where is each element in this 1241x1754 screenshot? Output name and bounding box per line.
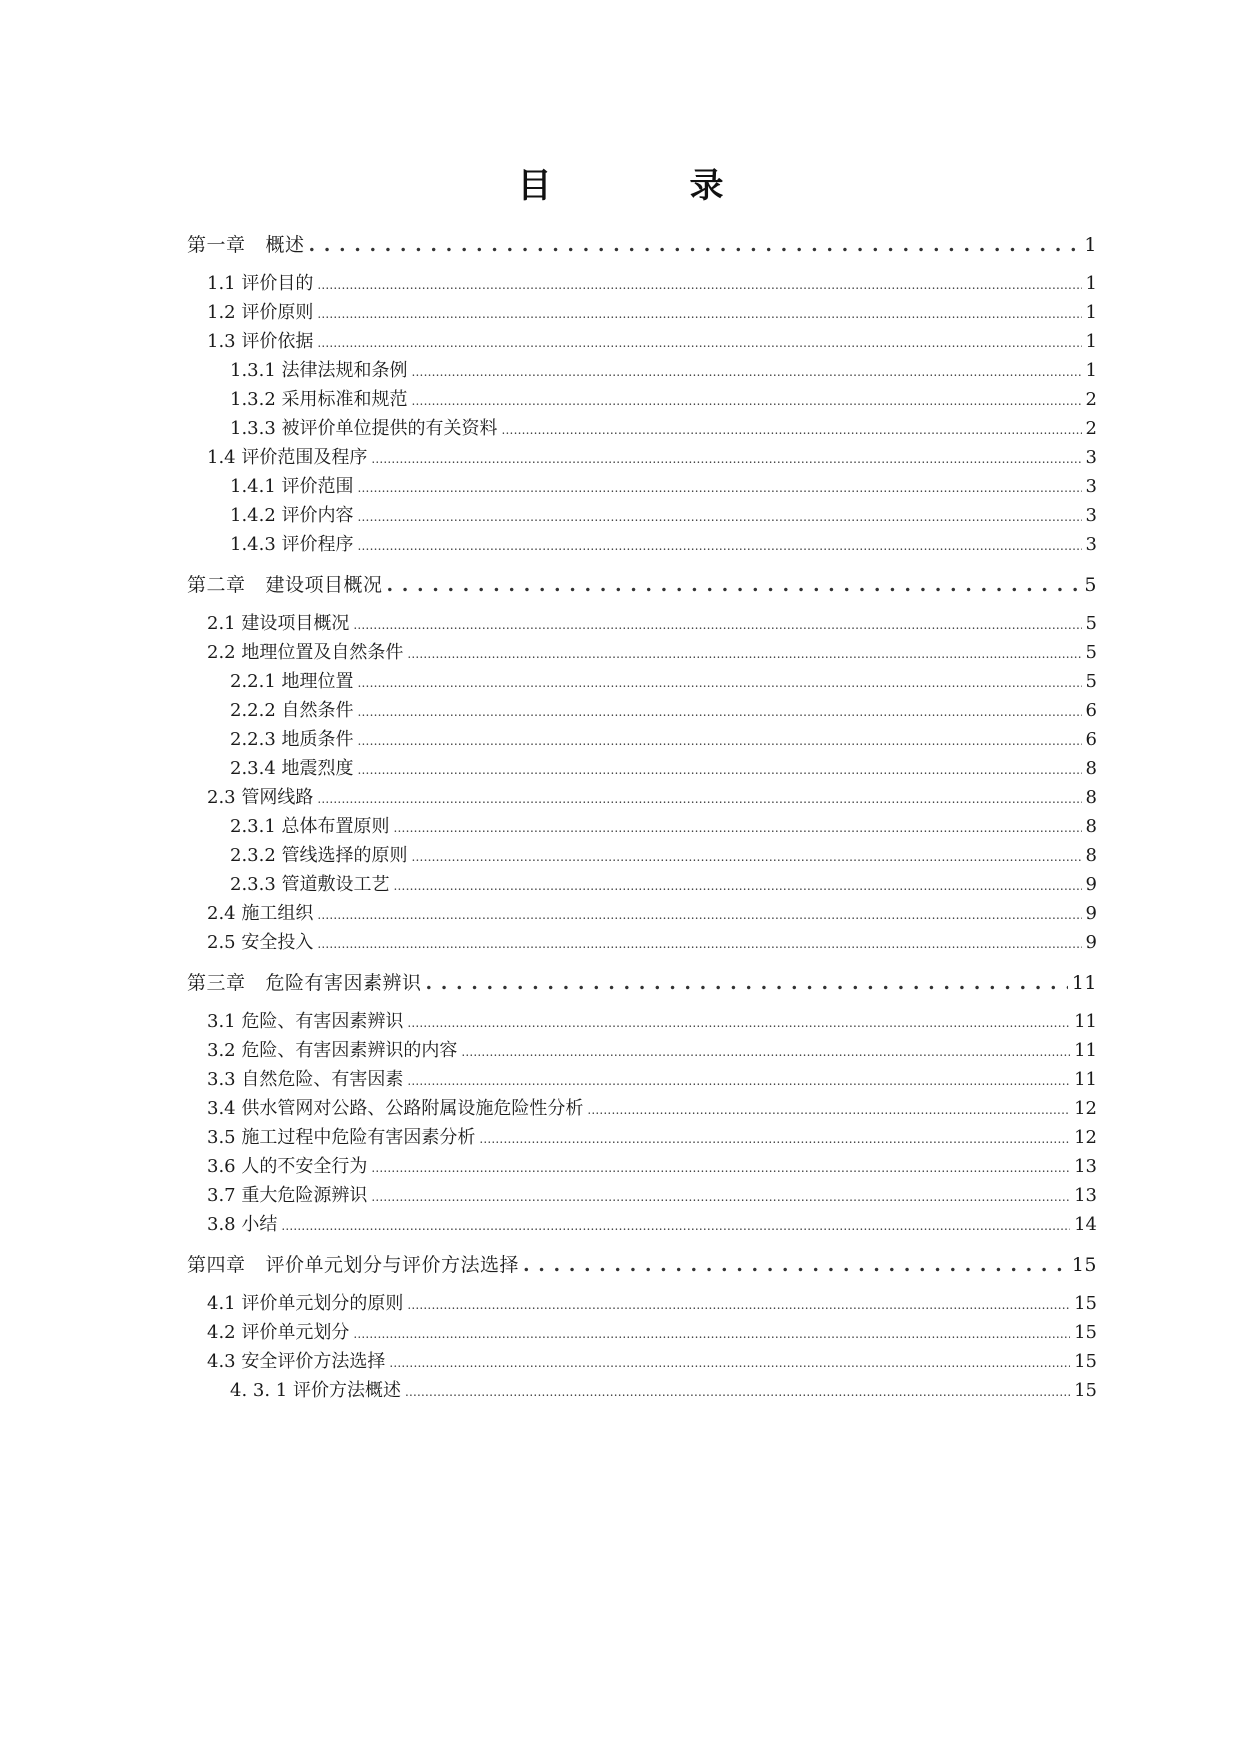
toc-entry-label: 3.4 供水管网对公路、公路附属设施危险性分析 xyxy=(207,1098,584,1119)
toc-page-number: 11 xyxy=(1074,1040,1097,1061)
toc-subsection-entry[interactable] xyxy=(230,842,1097,870)
toc-page-number: 2 xyxy=(1085,389,1097,410)
toc-subsection-entry[interactable] xyxy=(230,668,1097,696)
toc-entry-label: 3.5 施工过程中危险有害因素分析 xyxy=(207,1127,476,1148)
dot-leader xyxy=(358,502,1082,531)
dot-leader xyxy=(479,1124,1070,1153)
toc-page-number: 1 xyxy=(1085,360,1097,381)
toc-chapter-entry[interactable] xyxy=(187,231,1097,259)
toc-section-entry[interactable] xyxy=(207,639,1097,667)
dot-leader xyxy=(412,386,1082,415)
toc-entry-label: 3.3 自然危险、有害因素 xyxy=(207,1069,404,1090)
toc-entry-label: 2.2.1 地理位置 xyxy=(230,671,354,692)
toc-section-entry[interactable] xyxy=(207,610,1097,638)
toc-entry-label: 3.2 危险、有害因素辨识的内容 xyxy=(207,1040,458,1061)
dot-leader xyxy=(387,571,1081,599)
dot-leader xyxy=(394,813,1082,842)
toc-entry-label: 4. 3. 1 评价方法概述 xyxy=(230,1380,401,1401)
toc-section-entry[interactable] xyxy=(207,328,1097,356)
dot-leader xyxy=(407,1008,1070,1037)
toc-entry-label xyxy=(187,231,305,259)
chapter-title: 危险有害因素辨识 xyxy=(265,972,422,994)
toc-subsection-entry[interactable] xyxy=(230,386,1097,414)
toc-section-entry[interactable] xyxy=(207,1124,1097,1152)
toc-entry-label: 2.3.3 管道敷设工艺 xyxy=(230,874,390,895)
chapter-title: 概述 xyxy=(265,234,305,256)
toc-section-entry[interactable] xyxy=(207,929,1097,957)
toc-section-entry[interactable] xyxy=(207,1008,1097,1036)
toc-entry-label: 1.1 评价目的 xyxy=(207,273,314,294)
toc-page-number: 6 xyxy=(1085,700,1097,721)
toc-page-number: 3 xyxy=(1085,447,1097,468)
toc-subsection-entry[interactable] xyxy=(230,813,1097,841)
dot-leader xyxy=(358,726,1082,755)
dot-leader xyxy=(281,1211,1070,1240)
toc-section-entry[interactable] xyxy=(207,1037,1097,1065)
dot-leader xyxy=(309,231,1081,259)
toc-section-entry[interactable] xyxy=(207,1153,1097,1181)
toc-entry-label: 1.4.3 评价程序 xyxy=(230,534,354,555)
toc-subsection-entry[interactable] xyxy=(230,357,1097,385)
dot-leader xyxy=(587,1095,1070,1124)
chapter-number: 第四章 xyxy=(187,1254,246,1276)
toc-page-number: 9 xyxy=(1085,932,1097,953)
toc-entry-label: 1.3 评价依据 xyxy=(207,331,314,352)
dot-leader xyxy=(317,270,1081,299)
dot-leader xyxy=(371,1153,1070,1182)
toc-section-entry[interactable] xyxy=(207,444,1097,472)
page-title: 目 录 xyxy=(517,166,776,206)
toc-section-entry[interactable] xyxy=(207,1095,1097,1123)
dot-leader xyxy=(407,1290,1070,1319)
toc-entry-label: 2.3.4 地震烈度 xyxy=(230,758,354,779)
toc-section-entry[interactable] xyxy=(207,1211,1097,1239)
dot-leader xyxy=(358,668,1082,697)
toc-section-entry[interactable] xyxy=(207,299,1097,327)
toc-section-entry[interactable] xyxy=(207,784,1097,812)
toc-subsection-entry[interactable] xyxy=(230,415,1097,443)
dot-leader xyxy=(317,299,1081,328)
dot-leader xyxy=(371,444,1081,473)
toc-entry-label: 1.3.3 被评价单位提供的有关资料 xyxy=(230,418,498,439)
toc-subsection-entry[interactable] xyxy=(230,871,1097,899)
dot-leader xyxy=(358,531,1082,560)
toc-page-number: 2 xyxy=(1085,418,1097,439)
toc-page-number: 3 xyxy=(1085,505,1097,526)
toc-page-number: 1 xyxy=(1085,302,1097,323)
toc-entry-label: 2.2 地理位置及自然条件 xyxy=(207,642,404,663)
dot-leader xyxy=(394,871,1082,900)
toc-page-number: 15 xyxy=(1074,1293,1097,1314)
toc-section-entry[interactable] xyxy=(207,1290,1097,1318)
toc-page-number: 8 xyxy=(1085,758,1097,779)
toc-page-number: 14 xyxy=(1074,1214,1097,1235)
dot-leader xyxy=(412,842,1082,871)
toc-page-number: 8 xyxy=(1085,816,1097,837)
dot-leader xyxy=(317,929,1081,958)
chapter-number: 第一章 xyxy=(187,234,246,256)
toc-entry-label: 2.5 安全投入 xyxy=(207,932,314,953)
toc-entry-label: 2.3.2 管线选择的原则 xyxy=(230,845,408,866)
toc-entry-label: 3.1 危险、有害因素辨识 xyxy=(207,1011,404,1032)
toc-section-entry[interactable] xyxy=(207,270,1097,298)
toc-entry-label: 2.4 施工组织 xyxy=(207,903,314,924)
toc-page-number: 8 xyxy=(1085,845,1097,866)
toc-subsection-entry[interactable] xyxy=(230,473,1097,501)
dot-leader xyxy=(358,473,1082,502)
toc-entry-label: 1.3.2 采用标准和规范 xyxy=(230,389,408,410)
toc-page-number: 9 xyxy=(1085,874,1097,895)
toc-entry-label xyxy=(187,1251,519,1279)
toc-section-entry[interactable] xyxy=(207,1319,1097,1347)
dot-leader xyxy=(371,1182,1070,1211)
toc-entry-label: 3.8 小结 xyxy=(207,1214,278,1235)
toc-entry-label: 1.2 评价原则 xyxy=(207,302,314,323)
toc-page-number: 5 xyxy=(1084,574,1097,596)
toc-subsection-entry[interactable] xyxy=(230,755,1097,783)
toc-subsection-entry[interactable] xyxy=(230,502,1097,530)
toc-page-number: 9 xyxy=(1085,903,1097,924)
dot-leader xyxy=(426,969,1068,997)
toc-page-number: 6 xyxy=(1085,729,1097,750)
chapter-number: 第三章 xyxy=(187,972,246,994)
toc-entry-label: 2.3 管网线路 xyxy=(207,787,314,808)
toc-entry-label xyxy=(187,571,383,599)
chapter-number: 第二章 xyxy=(187,574,246,596)
dot-leader xyxy=(523,1251,1068,1279)
toc-chapter-entry[interactable] xyxy=(187,571,1097,599)
toc-entry-label: 2.3.1 总体布置原则 xyxy=(230,816,390,837)
chapter-title: 建设项目概况 xyxy=(265,574,383,596)
toc-page-number: 1 xyxy=(1084,234,1097,256)
toc-page-number: 3 xyxy=(1085,476,1097,497)
dot-leader xyxy=(461,1037,1070,1066)
dot-leader xyxy=(358,697,1082,726)
dot-leader xyxy=(412,357,1082,386)
toc-entry-label: 1.3.1 法律法规和条例 xyxy=(230,360,408,381)
dot-leader xyxy=(405,1377,1070,1406)
toc-page-number: 1 xyxy=(1085,273,1097,294)
toc-entry-label: 2.2.2 自然条件 xyxy=(230,700,354,721)
dot-leader xyxy=(358,755,1082,784)
toc-page-number: 15 xyxy=(1074,1322,1097,1343)
toc-page-number: 12 xyxy=(1074,1098,1097,1119)
toc-subsection-entry[interactable] xyxy=(230,1377,1097,1405)
toc-page-number: 5 xyxy=(1085,642,1097,663)
dot-leader xyxy=(407,639,1081,668)
dot-leader xyxy=(353,1319,1070,1348)
toc-page-number: 15 xyxy=(1074,1380,1097,1401)
toc-page-number: 11 xyxy=(1074,1069,1097,1090)
toc-entry-label: 4.3 安全评价方法选择 xyxy=(207,1351,386,1372)
toc-entry-label: 1.4.2 评价内容 xyxy=(230,505,354,526)
dot-leader xyxy=(317,900,1081,929)
toc-entry-label: 4.1 评价单元划分的原则 xyxy=(207,1293,404,1314)
toc-entry-label xyxy=(187,969,422,997)
toc-page-number: 1 xyxy=(1085,331,1097,352)
toc-section-entry[interactable] xyxy=(207,900,1097,928)
dot-leader xyxy=(502,415,1082,444)
dot-leader xyxy=(317,784,1081,813)
dot-leader xyxy=(353,610,1081,639)
toc-chapter-entry[interactable] xyxy=(187,969,1097,997)
toc-entry-label: 2.2.3 地质条件 xyxy=(230,729,354,750)
toc-section-entry[interactable] xyxy=(207,1182,1097,1210)
toc-section-entry[interactable] xyxy=(207,1348,1097,1376)
toc-page-number: 5 xyxy=(1085,613,1097,634)
toc-page-number: 12 xyxy=(1074,1127,1097,1148)
toc-page-number: 13 xyxy=(1074,1156,1097,1177)
toc-entry-label: 1.4.1 评价范围 xyxy=(230,476,354,497)
toc-entry-label: 3.7 重大危险源辨识 xyxy=(207,1185,368,1206)
toc-subsection-entry[interactable] xyxy=(230,726,1097,754)
toc-subsection-entry[interactable] xyxy=(230,697,1097,725)
chapter-title: 评价单元划分与评价方法选择 xyxy=(265,1254,520,1276)
dot-leader xyxy=(407,1066,1070,1095)
toc-page-number: 13 xyxy=(1074,1185,1097,1206)
toc-page-number: 8 xyxy=(1085,787,1097,808)
toc-page-number: 15 xyxy=(1071,1254,1097,1276)
toc-page-number: 5 xyxy=(1085,671,1097,692)
toc-page-number: 11 xyxy=(1071,972,1097,994)
toc-entry-label: 3.6 人的不安全行为 xyxy=(207,1156,368,1177)
dot-leader xyxy=(389,1348,1070,1377)
dot-leader xyxy=(317,328,1081,357)
toc-page-number: 3 xyxy=(1085,534,1097,555)
toc-chapter-entry[interactable] xyxy=(187,1251,1097,1279)
toc-page-number: 11 xyxy=(1074,1011,1097,1032)
toc-page-number: 15 xyxy=(1074,1351,1097,1372)
toc-entry-label: 1.4 评价范围及程序 xyxy=(207,447,368,468)
toc-section-entry[interactable] xyxy=(207,1066,1097,1094)
toc-entry-label: 2.1 建设项目概况 xyxy=(207,613,350,634)
toc-subsection-entry[interactable] xyxy=(230,531,1097,559)
toc-entry-label: 4.2 评价单元划分 xyxy=(207,1322,350,1343)
